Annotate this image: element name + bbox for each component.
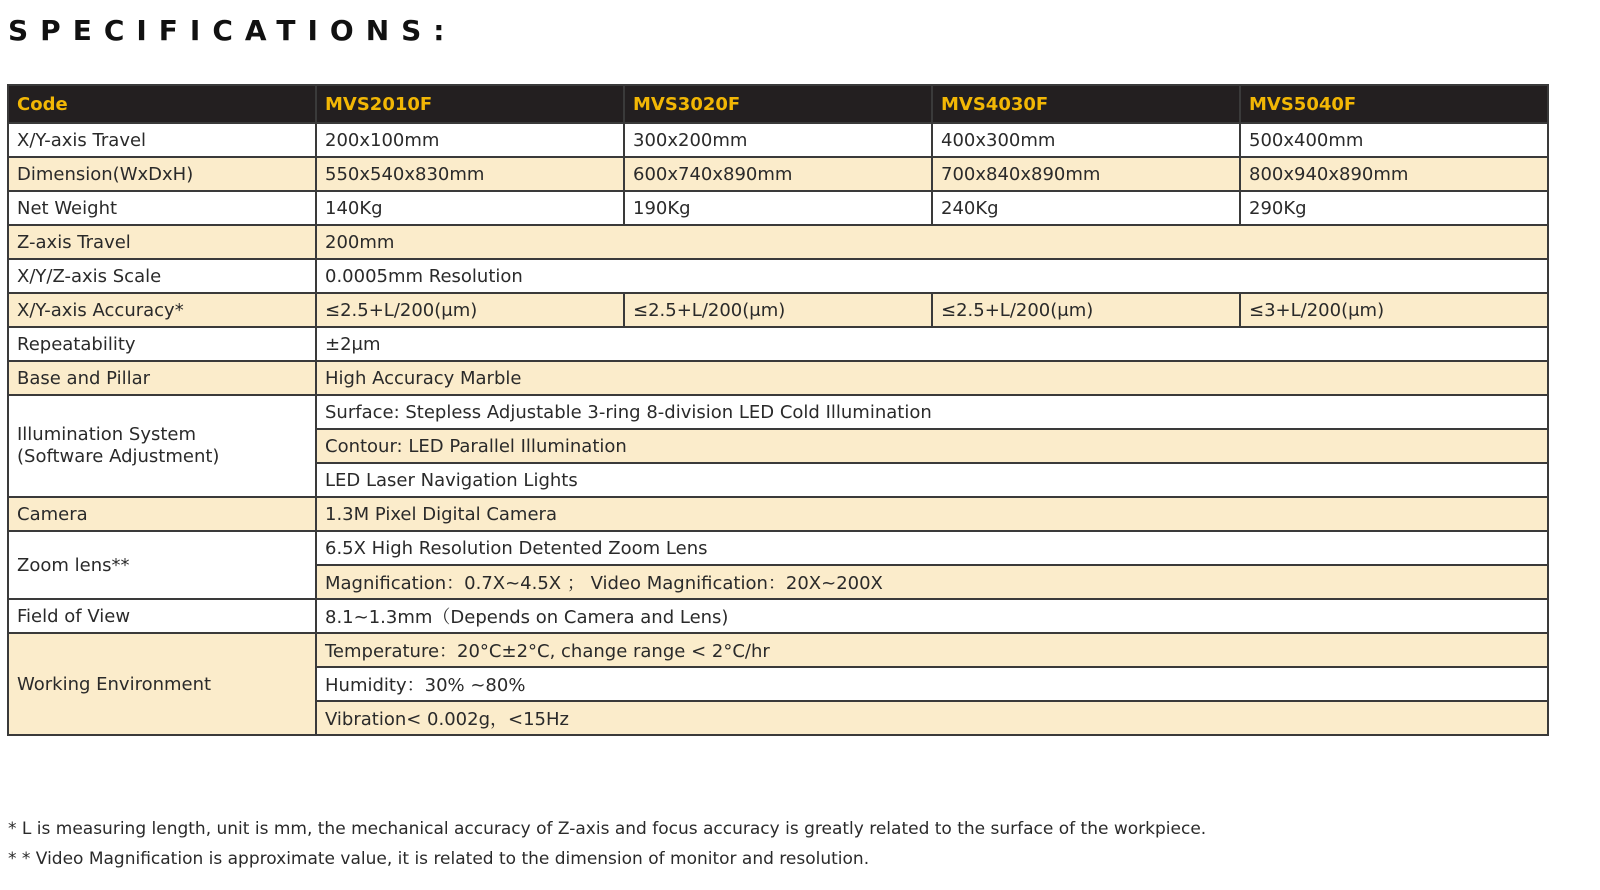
row-label: Net Weight <box>8 191 316 225</box>
page-title: SPECIFICATIONS: <box>8 14 457 47</box>
table-row <box>8 259 1548 293</box>
cell-value: ≤2.5+L/200(μm) <box>932 293 1240 327</box>
table-row <box>8 191 1548 225</box>
cell-value: ≤3+L/200(μm) <box>1240 293 1548 327</box>
cell-value: 300x200mm <box>624 123 932 157</box>
illumination-label-line1: Illumination System <box>17 424 197 445</box>
cell-value: Humidity：30% ~80% <box>316 667 1548 701</box>
footnote: * * Video Magnification is approximate value, it is related to the dimension of monitor and resolution. <box>8 849 870 869</box>
cell-value: 240Kg <box>932 191 1240 225</box>
cell-value: 600x740x890mm <box>624 157 932 191</box>
row-label: X/Y/Z-axis Scale <box>8 259 316 293</box>
cell-value: 8.1~1.3mm（Depends on Camera and Lens) <box>316 599 1548 633</box>
table-row <box>8 599 1548 633</box>
cell-value: 190Kg <box>624 191 932 225</box>
row-label: Base and Pillar <box>8 361 316 395</box>
cell-value: Vibration< 0.002g，<15Hz <box>316 701 1548 735</box>
table-row <box>8 225 1548 259</box>
table-row <box>8 157 1548 191</box>
specifications-table <box>7 84 1549 736</box>
cell-value: High Accuracy Marble <box>316 361 1548 395</box>
header-model: MVS2010F <box>316 85 624 123</box>
cell-value: 6.5X High Resolution Detented Zoom Lens <box>316 531 1548 565</box>
cell-value: ≤2.5+L/200(μm) <box>624 293 932 327</box>
cell-value: 500x400mm <box>1240 123 1548 157</box>
header-code: Code <box>8 85 316 123</box>
footnote: * L is measuring length, unit is mm, the mechanical accuracy of Z-axis and focus accuracy is greatly related to the surface of the workpiece. <box>8 819 1207 839</box>
table-row <box>8 293 1548 327</box>
cell-value: 400x300mm <box>932 123 1240 157</box>
table-row <box>8 123 1548 157</box>
cell-value: 200mm <box>316 225 1548 259</box>
table-row <box>8 633 1548 667</box>
cell-value: 200x100mm <box>316 123 624 157</box>
row-label: Repeatability <box>8 327 316 361</box>
cell-value: Surface: Stepless Adjustable 3-ring 8-division LED Cold Illumination <box>316 395 1548 429</box>
cell-value: 140Kg <box>316 191 624 225</box>
table-row <box>8 395 1548 429</box>
cell-value: 800x940x890mm <box>1240 157 1548 191</box>
illumination-label-line2: (Software Adjustment) <box>17 446 220 467</box>
row-label: Field of View <box>8 599 316 633</box>
cell-value: Magnification：0.7X~4.5X ； Video Magnification：20X~200X <box>316 565 1548 599</box>
row-label: Working Environment <box>8 633 316 735</box>
table-row <box>8 361 1548 395</box>
cell-value: 550x540x830mm <box>316 157 624 191</box>
cell-value: LED Laser Navigation Lights <box>316 463 1548 497</box>
cell-value: ±2μm <box>316 327 1548 361</box>
row-label-illumination <box>8 395 316 497</box>
table-header-row <box>8 85 1548 123</box>
row-label: X/Y-axis Travel <box>8 123 316 157</box>
cell-value: Contour: LED Parallel Illumination <box>316 429 1548 463</box>
cell-value: 700x840x890mm <box>932 157 1240 191</box>
row-label: Camera <box>8 497 316 531</box>
header-model: MVS4030F <box>932 85 1240 123</box>
header-model: MVS3020F <box>624 85 932 123</box>
cell-value: Temperature：20°C±2°C, change range < 2°C/hr <box>316 633 1548 667</box>
table-row <box>8 531 1548 565</box>
footnotes <box>8 814 1206 874</box>
header-model: MVS5040F <box>1240 85 1548 123</box>
row-label: Zoom lens** <box>8 531 316 599</box>
table-row <box>8 497 1548 531</box>
cell-value: 290Kg <box>1240 191 1548 225</box>
row-label: Z-axis Travel <box>8 225 316 259</box>
cell-value: 1.3M Pixel Digital Camera <box>316 497 1548 531</box>
cell-value: 0.0005mm Resolution <box>316 259 1548 293</box>
row-label: Dimension(WxDxH) <box>8 157 316 191</box>
row-label: X/Y-axis Accuracy* <box>8 293 316 327</box>
cell-value: ≤2.5+L/200(μm) <box>316 293 624 327</box>
table-row <box>8 327 1548 361</box>
